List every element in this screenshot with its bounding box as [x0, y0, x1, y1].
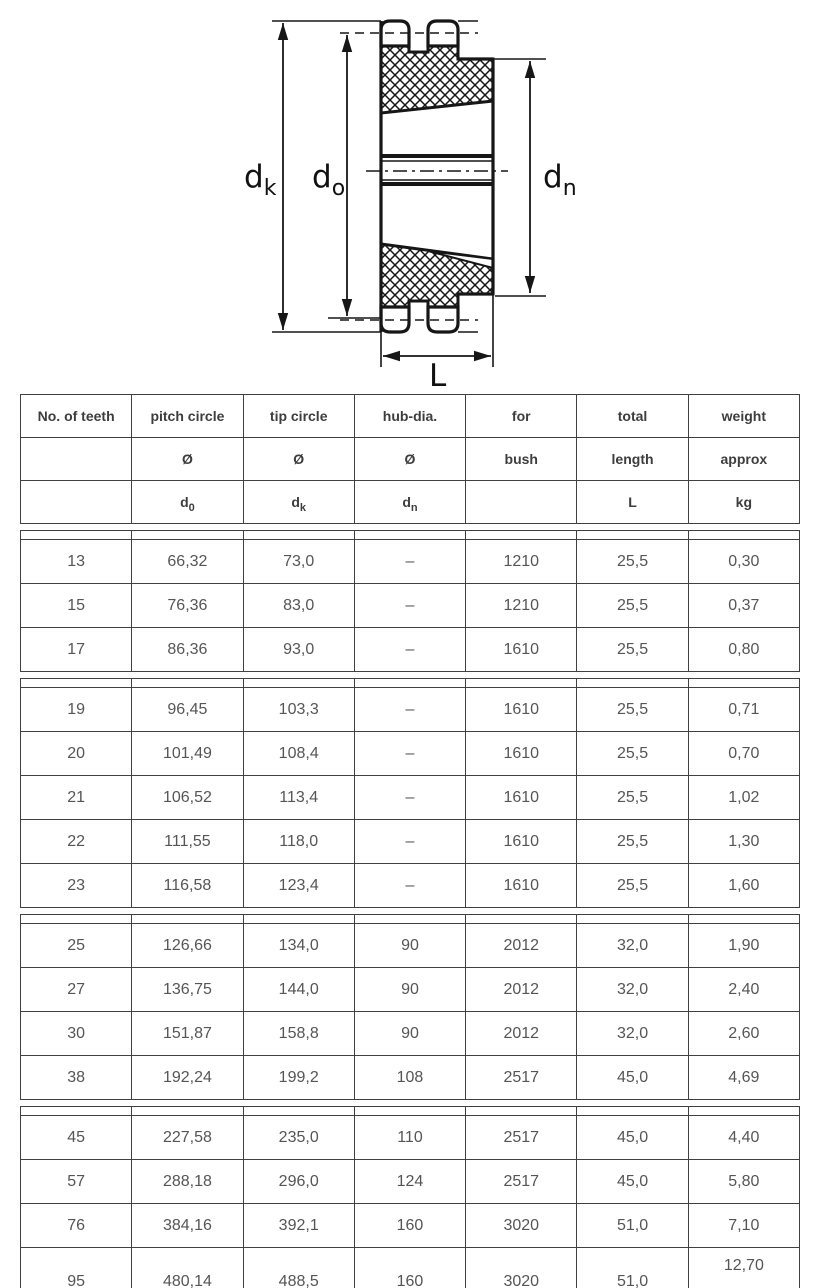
separator-cell	[21, 1107, 132, 1116]
separator-cell	[132, 1107, 243, 1116]
table-cell: 2,40	[688, 968, 799, 1012]
label-do: $d_o$	[312, 159, 346, 201]
table-cell: 0,80	[688, 628, 799, 672]
table-cell: 1610	[466, 864, 577, 908]
table-cell: 136,75	[132, 968, 243, 1012]
separator-cell	[243, 679, 354, 688]
column-symbol	[688, 481, 799, 524]
table-cell: 73,0	[243, 540, 354, 584]
sprocket-drawing	[0, 0, 820, 392]
header-row-symbols	[21, 481, 800, 524]
table-cell: 30	[21, 1012, 132, 1056]
separator-cell	[688, 531, 799, 540]
separator-cell	[466, 915, 577, 924]
table-cell: 108	[354, 1056, 465, 1100]
header-row-titles	[21, 395, 800, 438]
separator-cell	[577, 679, 688, 688]
table-cell: 0,71	[688, 688, 799, 732]
table-cell: 2517	[466, 1116, 577, 1160]
table-cell: 3020	[466, 1248, 577, 1288]
table-cell: 160	[354, 1248, 465, 1288]
table-cell: –	[354, 820, 465, 864]
table-cell: 76,36	[132, 584, 243, 628]
table-cell: 15	[21, 584, 132, 628]
column-subheader: length	[577, 438, 688, 481]
column-symbol	[354, 481, 465, 524]
table-cell: 113,4	[243, 776, 354, 820]
table-row	[21, 688, 800, 732]
table-row	[21, 776, 800, 820]
table-row	[21, 864, 800, 908]
column-symbol	[243, 481, 354, 524]
table-cell: 25,5	[577, 732, 688, 776]
table-cell: 45,0	[577, 1160, 688, 1204]
table-row	[21, 1056, 800, 1100]
separator-cell	[243, 531, 354, 540]
column-header: for	[466, 395, 577, 438]
table-cell: 12,70	[688, 1248, 799, 1288]
separator-cell	[688, 1107, 799, 1116]
separator-cell	[466, 1107, 577, 1116]
column-header: weight	[688, 395, 799, 438]
table-cell: 158,8	[243, 1012, 354, 1056]
table-cell: 4,40	[688, 1116, 799, 1160]
table-cell: 227,58	[132, 1116, 243, 1160]
table-cell: 4,69	[688, 1056, 799, 1100]
table-cell: 93,0	[243, 628, 354, 672]
spec-table-group-1	[20, 530, 800, 672]
table-row	[21, 584, 800, 628]
table-row	[21, 820, 800, 864]
table-row	[21, 1248, 800, 1288]
table-cell: –	[354, 584, 465, 628]
separator-cell	[466, 531, 577, 540]
separator-cell	[132, 679, 243, 688]
table-cell: 76	[21, 1204, 132, 1248]
table-cell: 25,5	[577, 584, 688, 628]
separator-cell	[577, 1107, 688, 1116]
table-cell: –	[354, 864, 465, 908]
table-cell: 25,5	[577, 864, 688, 908]
column-header: tip circle	[243, 395, 354, 438]
table-cell: 45,0	[577, 1116, 688, 1160]
spec-table-group-3	[20, 914, 800, 1100]
table-cell: 90	[354, 1012, 465, 1056]
table-cell: 0,30	[688, 540, 799, 584]
separator-cell	[243, 915, 354, 924]
table-cell: 296,0	[243, 1160, 354, 1204]
hub-bore-lines	[381, 156, 493, 184]
table-row	[21, 924, 800, 968]
table-cell: 96,45	[132, 688, 243, 732]
table-cell: 25,5	[577, 628, 688, 672]
table-cell: 123,4	[243, 864, 354, 908]
table-cell: 108,4	[243, 732, 354, 776]
spec-table-group-2	[20, 678, 800, 908]
table-row	[21, 540, 800, 584]
column-header: pitch circle	[132, 395, 243, 438]
table-cell: 25,5	[577, 820, 688, 864]
table-cell: 25,5	[577, 688, 688, 732]
table-cell: 90	[354, 968, 465, 1012]
table-cell: 51,0	[577, 1248, 688, 1288]
separator-cell	[243, 1107, 354, 1116]
table-cell: 134,0	[243, 924, 354, 968]
separator-cell	[688, 679, 799, 688]
table-row	[21, 732, 800, 776]
table-cell: 5,80	[688, 1160, 799, 1204]
separator-cell	[577, 531, 688, 540]
separator-cell	[354, 1107, 465, 1116]
table-row	[21, 628, 800, 672]
table-cell: 22	[21, 820, 132, 864]
table-row	[21, 1012, 800, 1056]
table-cell: 90	[354, 924, 465, 968]
column-header: total	[577, 395, 688, 438]
table-cell: –	[354, 688, 465, 732]
table-cell: 0,37	[688, 584, 799, 628]
table-cell: 32,0	[577, 1012, 688, 1056]
spec-table-group-4	[20, 1106, 800, 1288]
table-cell: 17	[21, 628, 132, 672]
table-cell: 13	[21, 540, 132, 584]
symbol-subscript: 0	[188, 502, 195, 514]
table-cell: 38	[21, 1056, 132, 1100]
table-cell: 144,0	[243, 968, 354, 1012]
separator-cell	[21, 679, 132, 688]
group-separator-row	[21, 915, 800, 924]
column-symbol	[21, 481, 132, 524]
separator-cell	[688, 915, 799, 924]
table-cell: –	[354, 732, 465, 776]
symbol-base: d	[180, 494, 189, 510]
group-separator-row	[21, 1107, 800, 1116]
table-cell: –	[354, 776, 465, 820]
symbol-base: d	[291, 494, 300, 510]
sprocket-diagram	[0, 0, 820, 392]
group-separator-row	[21, 679, 800, 688]
table-cell: 27	[21, 968, 132, 1012]
column-header: hub-dia.	[354, 395, 465, 438]
table-cell: 3020	[466, 1204, 577, 1248]
table-cell: 101,49	[132, 732, 243, 776]
table-cell: 32,0	[577, 924, 688, 968]
column-symbol	[466, 481, 577, 524]
table-cell: 1610	[466, 688, 577, 732]
table-row	[21, 968, 800, 1012]
symbol-base: kg	[735, 494, 753, 510]
table-cell: 480,14	[132, 1248, 243, 1288]
table-cell: 1610	[466, 776, 577, 820]
separator-cell	[21, 531, 132, 540]
separator-cell	[577, 915, 688, 924]
table-cell: 116,58	[132, 864, 243, 908]
table-cell: 25,5	[577, 540, 688, 584]
table-cell: 51,0	[577, 1204, 688, 1248]
table-row	[21, 1116, 800, 1160]
table-cell: 25,5	[577, 776, 688, 820]
table-cell: 86,36	[132, 628, 243, 672]
column-subheader: bush	[466, 438, 577, 481]
table-cell: –	[354, 628, 465, 672]
table-cell: 384,16	[132, 1204, 243, 1248]
table-cell: 25	[21, 924, 132, 968]
table-row	[21, 1204, 800, 1248]
table-cell: 111,55	[132, 820, 243, 864]
table-cell: 151,87	[132, 1012, 243, 1056]
table-cell: 66,32	[132, 540, 243, 584]
table-cell: 1610	[466, 628, 577, 672]
table-cell: 45	[21, 1116, 132, 1160]
column-symbol	[132, 481, 243, 524]
table-cell: 21	[21, 776, 132, 820]
separator-cell	[132, 915, 243, 924]
table-cell: 288,18	[132, 1160, 243, 1204]
spec-table	[0, 392, 820, 1288]
separator-cell	[354, 679, 465, 688]
table-cell: 110	[354, 1116, 465, 1160]
table-cell: 45,0	[577, 1056, 688, 1100]
table-cell: 106,52	[132, 776, 243, 820]
table-cell: 2012	[466, 968, 577, 1012]
separator-cell	[466, 679, 577, 688]
table-cell: 392,1	[243, 1204, 354, 1248]
table-cell: 235,0	[243, 1116, 354, 1160]
table-cell: 57	[21, 1160, 132, 1204]
table-cell: 1610	[466, 732, 577, 776]
table-cell: 1210	[466, 540, 577, 584]
spec-table-header	[20, 394, 800, 524]
table-cell: 118,0	[243, 820, 354, 864]
table-cell: 160	[354, 1204, 465, 1248]
sprocket-hatched-section	[381, 46, 493, 307]
table-cell: 7,10	[688, 1204, 799, 1248]
table-cell: 20	[21, 732, 132, 776]
symbol-base: d	[402, 494, 411, 510]
table-cell: 2,60	[688, 1012, 799, 1056]
header-row-units	[21, 438, 800, 481]
separator-cell	[132, 531, 243, 540]
symbol-base: L	[628, 494, 637, 510]
table-cell: 124	[354, 1160, 465, 1204]
column-subheader: Ø	[132, 438, 243, 481]
column-subheader: approx	[688, 438, 799, 481]
column-symbol	[577, 481, 688, 524]
separator-cell	[354, 531, 465, 540]
table-row	[21, 1160, 800, 1204]
column-subheader: Ø	[354, 438, 465, 481]
table-cell: 2012	[466, 924, 577, 968]
table-cell: –	[354, 540, 465, 584]
separator-cell	[21, 915, 132, 924]
table-cell: 23	[21, 864, 132, 908]
column-header: No. of teeth	[21, 395, 132, 438]
table-cell: 1,30	[688, 820, 799, 864]
symbol-subscript: k	[299, 502, 307, 514]
table-cell: 2517	[466, 1160, 577, 1204]
table-cell: 83,0	[243, 584, 354, 628]
label-L: L	[429, 358, 447, 392]
table-cell: 199,2	[243, 1056, 354, 1100]
table-cell: 1,60	[688, 864, 799, 908]
column-subheader	[21, 438, 132, 481]
table-cell: 1210	[466, 584, 577, 628]
symbol-subscript: n	[410, 502, 418, 514]
table-cell: 32,0	[577, 968, 688, 1012]
table-cell: 1,02	[688, 776, 799, 820]
table-cell: 488,5	[243, 1248, 354, 1288]
table-cell: 1,90	[688, 924, 799, 968]
table-cell: 126,66	[132, 924, 243, 968]
table-cell: 95	[21, 1248, 132, 1288]
table-cell: 103,3	[243, 688, 354, 732]
separator-cell	[354, 915, 465, 924]
label-dk: $d_k$	[244, 159, 277, 201]
group-separator-row	[21, 531, 800, 540]
table-cell: 19	[21, 688, 132, 732]
table-cell: 2517	[466, 1056, 577, 1100]
table-cell: 0,70	[688, 732, 799, 776]
table-cell: 1610	[466, 820, 577, 864]
label-dn: $d_n$	[543, 159, 577, 201]
column-subheader: Ø	[243, 438, 354, 481]
table-cell: 192,24	[132, 1056, 243, 1100]
table-cell: 2012	[466, 1012, 577, 1056]
